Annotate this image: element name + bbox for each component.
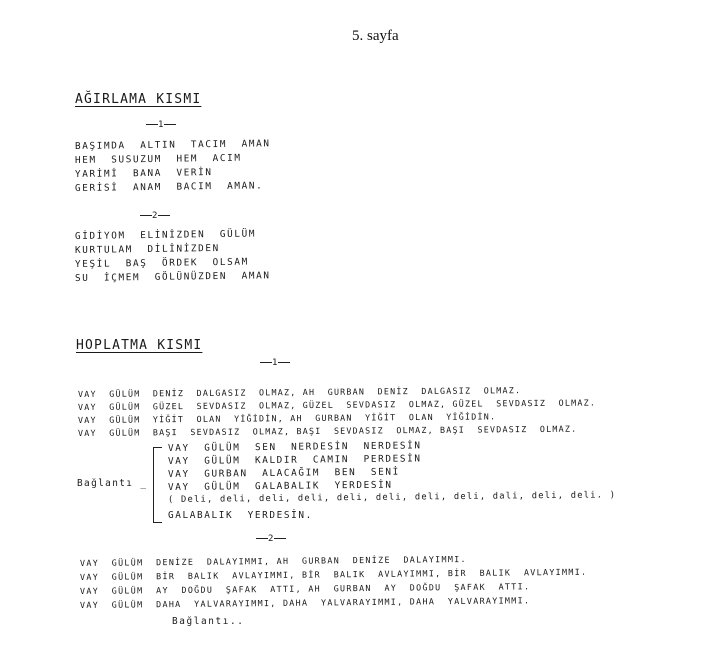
verse-line: HEM SUSUZUM HEM ACIM xyxy=(74,152,242,166)
refrain-line: VAY GURBAN ALACAĞIM BEN SENİ xyxy=(167,466,400,480)
refrain-line: VAY GÜLÜM SEN NERDESİN NERDESİN xyxy=(167,440,422,454)
baglanti-bracket xyxy=(153,447,162,523)
verse-line: BAŞIMDA ALTIN TACIM AMAN xyxy=(74,138,271,152)
refrain-line: GALABALIK YERDESİN. xyxy=(168,510,313,521)
part-number-label: 1 xyxy=(272,358,279,368)
verse-line: VAY GÜLÜM DENİZE DALAYIMMI, AH GURBAN DENİZE DALAYIMMI. xyxy=(79,553,467,568)
part2-baglanti: Bağlantı.. xyxy=(172,616,245,627)
part-number-label: 2 xyxy=(152,211,159,221)
agirlama-section-title: AĞIRLAMA KISMI xyxy=(75,92,202,107)
page-number: 5. sayfa xyxy=(352,28,399,44)
agirlama-part2-number xyxy=(140,211,170,221)
refrain-line: VAY GÜLÜM KALDIR CAMIN PERDESİN xyxy=(167,453,422,467)
verse-line: SU İÇMEM GÖLÜNÜZDEN AMAN xyxy=(74,270,271,284)
verse-line: VAY GÜLÜM DAHA YALVARAYIMMI, DAHA YALVARAYIMMI, DAHA YALVARAYIMMI. xyxy=(79,595,531,610)
part-number-label: 1 xyxy=(158,120,165,130)
part-number-label: 2 xyxy=(268,534,275,544)
verse-line: KURTULAM DİLİNİZDEN xyxy=(74,242,220,256)
agirlama-part1-number xyxy=(146,120,176,130)
baglanti-label: Bağlantı _ xyxy=(77,478,148,489)
verse-line: VAY GÜLÜM BİR BALIK AVLAYIMMI, BİR BALIK AVLAYIMMI, BİR BALIK AVLAYIMMI. xyxy=(79,566,588,582)
refrain-line: VAY GÜLÜM GALABALIK YERDESİN xyxy=(167,479,393,493)
verse-line: VAY GÜLÜM YİĞİT OLAN YİĞİDİN, AH GURBAN YİĞİT OLAN YİĞİDİN. xyxy=(77,411,497,425)
baglanti-label-text: Bağlantı xyxy=(77,478,134,489)
hoplatma-section-title: HOPLATMA KISMI xyxy=(76,338,203,353)
verse-line: YEŞİL BAŞ ÖRDEK OLSAM xyxy=(74,256,249,270)
hoplatma-part2-number xyxy=(256,534,286,544)
hoplatma-part1-number xyxy=(260,358,290,368)
verse-line: GİDİYOM ELİNİZDEN GÜLÜM xyxy=(74,228,257,242)
verse-line: VAY GÜLÜM AY DOĞDU ŞAFAK ATTI, AH GURBAN AY DOĞDU ŞAFAK ATTI. xyxy=(79,581,531,596)
refrain-line: ( Deli, deli, deli, deli, deli, deli, deli, deli, dali, deli, deli. ) xyxy=(167,490,617,505)
verse-line: VAY GÜLÜM BAŞI SEVDASIZ OLMAZ, BAŞI SEVDASIZ OLMAZ, BAŞI SEVDASIZ OLMAZ. xyxy=(77,423,578,438)
verse-line: VAY GÜLÜM DENİZ DALGASIZ OLMAZ, AH GURBAN DENİZ DALGASIZ OLMAZ. xyxy=(77,385,522,399)
verse-line: GERİSİ ANAM BACIM AMAN. xyxy=(74,180,264,194)
verse-line: YARİMİ BANA VERİN xyxy=(74,167,213,180)
verse-line: VAY GÜLÜM GÜZEL SEVDASIZ OLMAZ, GÜZEL SEVDASIZ OLMAZ, GÜZEL SEVDASIZ OLMAZ. xyxy=(77,397,597,412)
